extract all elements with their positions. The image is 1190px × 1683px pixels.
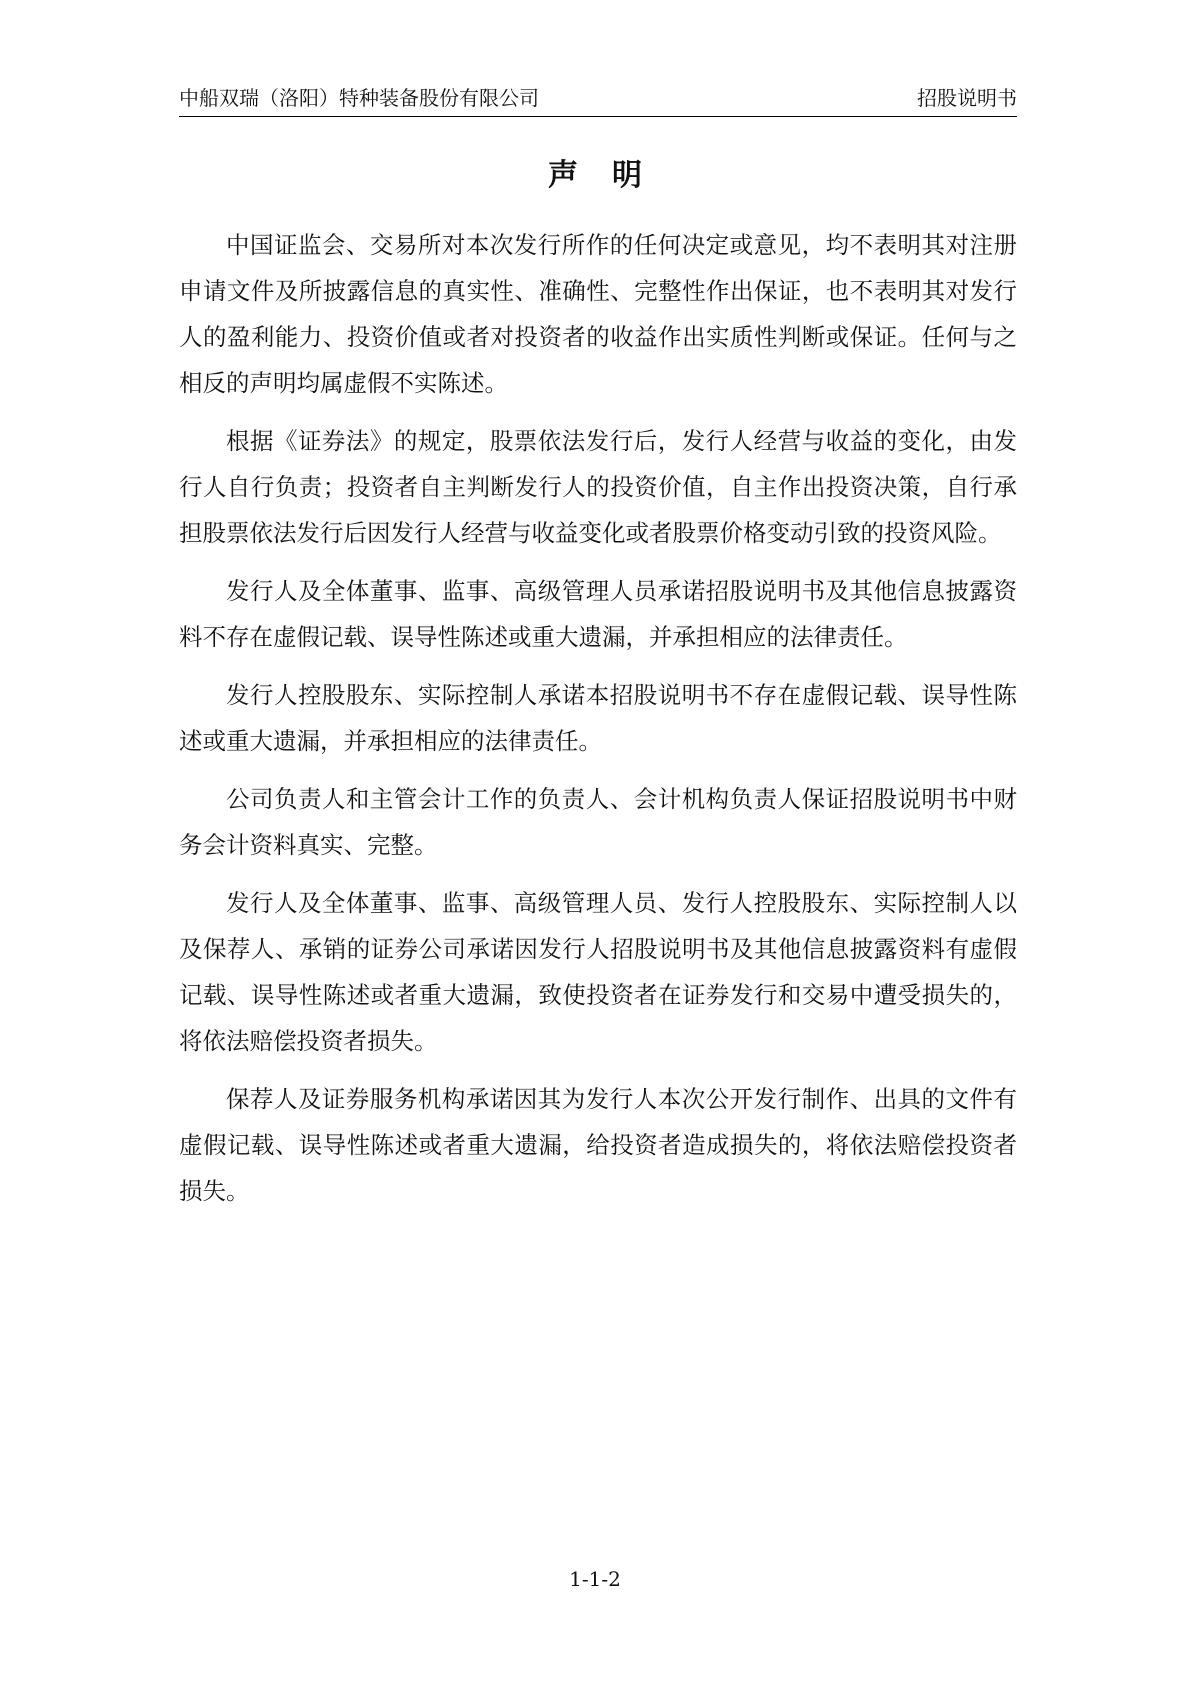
- paragraph-compensation-commitment: 发行人及全体董事、监事、高级管理人员、发行人控股股东、实际控制人以及保荐人、承销的证券公司承诺因发行人招股说明书及其他信息披露资料有虚假记载、误导性陈述或者重大遗漏，致使投资者在证券发行和交易中遭受损失的，将依法赔偿投资者损失。: [179, 889, 1017, 1055]
- header-company-name: 中船双瑞（洛阳）特种装备股份有限公司: [179, 86, 539, 110]
- header-document-type: 招股说明书: [917, 86, 1017, 110]
- page-header: [179, 84, 1017, 117]
- paragraph-management-commitment: 发行人及全体董事、监事、高级管理人员承诺招股说明书及其他信息披露资料不存在虚假记载、误导性陈述或重大遗漏，并承担相应的法律责任。: [179, 577, 1017, 651]
- page-number: 1-1-2: [569, 1567, 621, 1591]
- paragraph-controller-commitment: 发行人控股股东、实际控制人承诺本招股说明书不存在虚假记载、误导性陈述或重大遗漏，并承担相应的法律责任。: [179, 681, 1017, 755]
- paragraph-financial-guarantee: 公司负责人和主管会计工作的负责人、会计机构负责人保证招股说明书中财务会计资料真实、完整。: [179, 785, 1017, 859]
- declaration-body: [179, 222, 1017, 1226]
- page-title: 声明: [548, 158, 676, 193]
- paragraph-securities-law: 根据《证券法》的规定，股票依法发行后，发行人经营与收益的变化，由发行人自行负责；投资者自主判断发行人的投资价值，自主作出投资决策，自行承担股票依法发行后因发行人经营与收益变化或者股票价格变动引致的投资风险。: [179, 427, 1017, 547]
- paragraph-sponsor-commitment: 保荐人及证券服务机构承诺因其为发行人本次公开发行制作、出具的文件有虚假记载、误导性陈述或者重大遗漏，给投资者造成损失的，将依法赔偿投资者损失。: [179, 1085, 1017, 1205]
- paragraph-csrc-disclaimer: 中国证监会、交易所对本次发行所作的任何决定或意见，均不表明其对注册申请文件及所披露信息的真实性、准确性、完整性作出保证，也不表明其对发行人的盈利能力、投资价值或者对投资者的收益作出实质性判断或保证。任何与之相反的声明均属虚假不实陈述。: [179, 231, 1017, 397]
